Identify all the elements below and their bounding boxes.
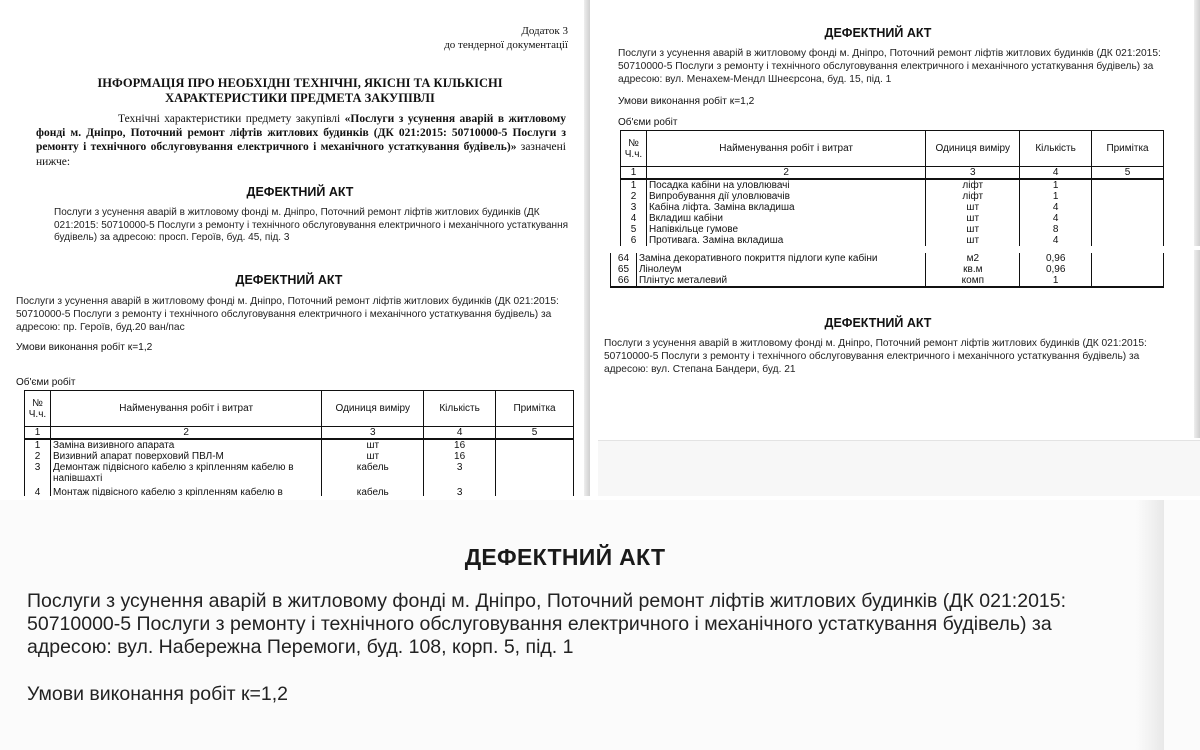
table-row: 1 Посадка кабіни на уловлювачі ліфт 1: [621, 179, 1164, 191]
document-right-page-middle: [598, 250, 1200, 438]
col-header-unit: Одиниця виміру: [322, 391, 424, 427]
table-row: 5 Напівкільце гумове шт 8: [621, 224, 1164, 235]
work-conditions: Умови виконання робіт к=1,2: [618, 96, 755, 107]
col-header-note: Примітка: [1092, 131, 1164, 167]
defect-act-title: ДЕФЕКТНИЙ АКТ: [824, 316, 932, 330]
col-number: 4: [424, 427, 496, 440]
table-row: 4 Вкладиш кабіни шт 4: [621, 213, 1164, 224]
table-row: 3 Демонтаж підвісного кабелю з кріпленням кабелю в напівшахті кабель 3: [25, 462, 574, 484]
table-row: 2 Визивний апарат поверховий ПВЛ-М шт 16: [25, 451, 574, 462]
table-row: 4 Монтаж підвісного кабелю з кріпленням кабелю в кабель 3: [25, 484, 574, 496]
defect-act-title: ДЕФЕКТНИЙ АКТ: [246, 185, 354, 199]
col-header-number: № Ч.ч.: [621, 131, 647, 167]
works-table-continued: [610, 253, 1164, 288]
col-header-number: № Ч.ч.: [25, 391, 51, 427]
col-number: 2: [646, 167, 925, 180]
table-row: 64 Заміна декоративного покриття підлоги купе кабіни м2 0,96: [611, 253, 1164, 264]
technical-characteristics-paragraph: Технічні характеристики предмету закупівлі «Послуги з усунення аварій в житловому фонді м. Дніпро, Поточний ремонт ліфтів житлових будинків (ДК 021:2015: 50710000-5 Послуги з ремонту і технічного обслуговування електричного і механічного устаткування будівель)» зазначені нижче:: [36, 113, 567, 168]
table-row: 66 Плінтус металевий комп 1: [611, 275, 1164, 287]
work-conditions: Умови виконання робіт к=1,2: [27, 683, 288, 705]
col-header-quantity: Кількість: [424, 391, 496, 427]
page-edge-shadow: [1136, 500, 1164, 750]
col-number: 1: [621, 167, 647, 180]
col-header-unit: Одиниця виміру: [926, 131, 1020, 167]
page-edge-shadow: [1194, 250, 1200, 438]
col-number: 5: [1092, 167, 1164, 180]
col-number: 5: [496, 427, 574, 440]
defect-act-description: Послуги з усунення аварій в житловому фонді м. Дніпро, Поточний ремонт ліфтів житлових будинків (ДК 021:2015: 50710000-5 Послуги з ремонту і технічного обслуговування електричного і механічного устаткування будівель) за адресою: вул. Менахем-Мендл Шнеєрсона, буд. 15, під. 1: [618, 48, 1161, 85]
table-row: 6 Противага. Заміна вкладиша шт 4: [621, 235, 1164, 246]
document-left-page: [0, 0, 590, 496]
work-volumes-label: Об'єми робіт: [618, 117, 678, 128]
work-volumes-label: Об'єми робіт: [16, 377, 76, 388]
col-number: 4: [1020, 167, 1092, 180]
works-table: [24, 390, 574, 496]
col-header-quantity: Кількість: [1020, 131, 1092, 167]
work-conditions: Умови виконання робіт к=1,2: [16, 342, 153, 353]
works-table: [620, 130, 1164, 246]
defect-act-title: ДЕФЕКТНИЙ АКТ: [235, 273, 343, 287]
defect-act-description: Послуги з усунення аварій в житловому фонді м. Дніпро, Поточний ремонт ліфтів житлових будинків (ДК 021:2015: 50710000-5 Послуги з ремонту і технічного обслуговування електричного і механічного устаткування будівель) за адресою: вул. Степана Бандери, буд. 21: [604, 338, 1147, 375]
page-edge-shadow: [584, 0, 590, 496]
defect-act-description: Послуги з усунення аварій в житловому фонді м. Дніпро, Поточний ремонт ліфтів житлових будинків (ДК 021:2015: 50710000-5 Послуги з ремонту і технічного обслуговування електричного і механічного устаткування будівель) за адресою: просп. Героїв, буд. 45, під. 3: [54, 207, 569, 243]
defect-act-description: Послуги з усунення аварій в житловому фонді м. Дніпро, Поточний ремонт ліфтів житлових будинків (ДК 021:2015: 50710000-5 Послуги з ремонту і технічного обслуговування електричного і механічного устаткування будівель) за адресою: вул. Набережна Перемоги, буд. 108, корп. 5, під. 1: [27, 590, 1067, 658]
defect-act-title: ДЕФЕКТНИЙ АКТ: [464, 544, 666, 570]
table-row: 3 Кабіна ліфта. Заміна вкладиша шт 4: [621, 202, 1164, 213]
appendix-note: Додаток 3 до тендерної документації: [444, 25, 568, 51]
defect-act-title: ДЕФЕКТНИЙ АКТ: [824, 26, 932, 40]
col-number: 1: [25, 427, 51, 440]
main-title: ІНФОРМАЦІЯ ПРО НЕОБХІДНІ ТЕХНІЧНІ, ЯКІСНІ ТА КІЛЬКІСНІ ХАРАКТЕРИСТИКИ ПРЕДМЕТА ЗАКУПІВЛІ: [97, 76, 503, 105]
document-zoomed-excerpt: [0, 500, 1200, 750]
table-row: 1 Заміна визивного апарата шт 16: [25, 439, 574, 451]
page-edge-shadow: [1194, 0, 1200, 246]
page-gap-strip: [598, 440, 1200, 496]
table-row: 65 Лінолеум кв.м 0,96: [611, 264, 1164, 275]
defect-act-description: Послуги з усунення аварій в житловому фонді м. Дніпро, Поточний ремонт ліфтів житлових будинків (ДК 021:2015: 50710000-5 Послуги з ремонту і технічного обслуговування електричного і механічного устаткування будівель) за адресою: пр. Героїв, буд.20 ван/пас: [16, 296, 559, 333]
col-header-name: Найменування робіт і витрат: [50, 391, 321, 427]
col-number: 2: [50, 427, 321, 440]
col-header-note: Примітка: [496, 391, 574, 427]
col-number: 3: [322, 427, 424, 440]
col-header-name: Найменування робіт і витрат: [646, 131, 925, 167]
document-right-page-top: [598, 0, 1200, 246]
col-number: 3: [926, 167, 1020, 180]
table-row: 2 Випробування дії уловлювачів ліфт 1: [621, 191, 1164, 202]
